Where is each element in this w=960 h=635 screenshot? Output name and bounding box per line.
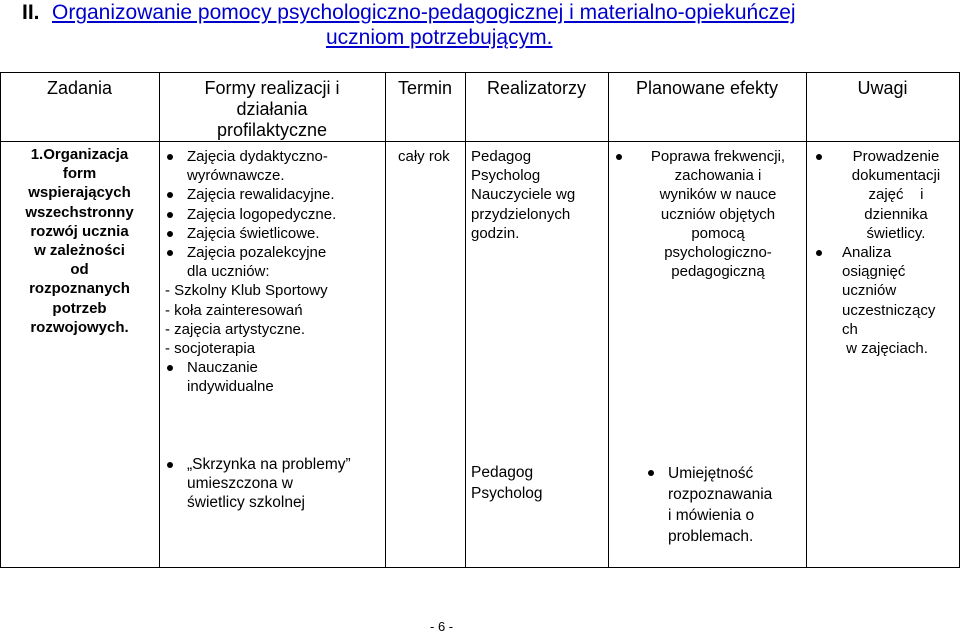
uwagi-line: dziennika bbox=[864, 205, 928, 223]
uwagi-line: Prowadzenie bbox=[852, 148, 940, 165]
realizatorzy-line: Pedagog bbox=[471, 148, 532, 165]
col-border-5 bbox=[806, 72, 807, 567]
zadania-line: rozwój ucznia bbox=[30, 222, 129, 240]
row1-efekty bbox=[614, 147, 804, 281]
formy-item-text: dla uczniów: bbox=[187, 263, 270, 281]
efekty-line: Umiejętność bbox=[668, 465, 754, 482]
header-formy-line: działania bbox=[236, 99, 308, 119]
formy-item-text: indywidualne bbox=[187, 378, 274, 396]
row2-formy bbox=[165, 455, 383, 513]
header-realizatorzy: Realizatorzy bbox=[486, 78, 587, 98]
formy-list-item bbox=[165, 358, 383, 396]
zadania-line: od bbox=[70, 261, 89, 279]
col-border-2 bbox=[385, 72, 386, 567]
efekty-line: psychologiczno- bbox=[664, 244, 772, 262]
uwagi-line: dokumentacji bbox=[851, 167, 941, 185]
zadania-line: wszechstronny bbox=[25, 203, 134, 221]
formy-item-text: wyrównawcze. bbox=[187, 167, 285, 185]
row2-efekty bbox=[646, 463, 804, 547]
formy-item-text: Nauczanie bbox=[187, 359, 258, 377]
col-border-1 bbox=[159, 72, 160, 567]
uwagi-list-item bbox=[814, 243, 958, 358]
header-termin: Termin bbox=[397, 78, 452, 98]
formy-list-item bbox=[165, 224, 383, 243]
efekty-line: rozpoznawania bbox=[668, 486, 773, 503]
efekty-line: wyników w nauce bbox=[659, 186, 777, 204]
zadania-line: potrzeb bbox=[52, 299, 107, 317]
uwagi-line: Analiza bbox=[842, 244, 892, 262]
formy-item-text: Zajęcia rewalidacyjne. bbox=[187, 186, 335, 204]
efekty-list-item bbox=[646, 463, 804, 547]
realizatorzy-line: Psycholog bbox=[471, 167, 541, 185]
header-formy-line: Formy realizacji i bbox=[204, 78, 340, 98]
page-number: - 6 - bbox=[430, 619, 454, 634]
realizatorzy-line: godzin. bbox=[471, 224, 520, 242]
efekty-list-item bbox=[614, 147, 804, 281]
formy-item-text: Zajęcia świetlicowe. bbox=[187, 224, 320, 242]
efekty-line: pedagogiczną bbox=[671, 263, 765, 281]
header-formy-line: profilaktyczne bbox=[216, 120, 328, 140]
uwagi-line: w zajęciach. bbox=[842, 340, 928, 358]
row1-uwagi bbox=[814, 147, 958, 358]
uwagi-line: świetlicy. bbox=[866, 224, 926, 242]
zadania-line: form bbox=[62, 165, 97, 183]
formy-plain-line: - zajęcia artystyczne. bbox=[165, 320, 306, 338]
zadania-line: w zależności bbox=[34, 242, 125, 260]
efekty-line: Poprawa frekwencji, bbox=[650, 148, 786, 165]
header-zadania: Zadania bbox=[46, 78, 113, 98]
realizatorzy-line: Pedagog bbox=[471, 464, 534, 481]
formy-item-text: Zajęcia dydaktyczno- bbox=[187, 148, 328, 165]
col-border-4 bbox=[608, 72, 609, 567]
table-top-border bbox=[0, 72, 960, 73]
efekty-line: problemach. bbox=[668, 528, 754, 545]
row2-realizatorzy bbox=[471, 462, 607, 504]
header-formy bbox=[159, 78, 385, 141]
formy-item-text: Zajęcia logopedyczne. bbox=[187, 205, 337, 223]
row1-termin: cały rok bbox=[398, 148, 450, 165]
row1-formy bbox=[165, 147, 383, 397]
uwagi-line: ch bbox=[842, 320, 858, 338]
formy-item-text: Zajęcia pozalekcyjne bbox=[187, 244, 327, 262]
section-title-line-2: uczniom potrzebującym. bbox=[326, 26, 553, 49]
efekty-line: i mówienia o bbox=[668, 507, 755, 524]
formy-plain-line: - socjoterapia bbox=[165, 340, 256, 358]
zadania-line: wspierających bbox=[28, 184, 131, 202]
uwagi-line: uczestniczący bbox=[842, 301, 936, 319]
table-bottom-border bbox=[0, 567, 960, 568]
formy-list-item bbox=[165, 455, 383, 513]
uwagi-line: zajęć i bbox=[868, 186, 924, 204]
formy-item-text: „Skrzynka na problemy” bbox=[187, 456, 351, 473]
uwagi-list-item bbox=[814, 147, 958, 243]
realizatorzy-line: Nauczyciele wg bbox=[471, 186, 576, 204]
efekty-line: zachowania i bbox=[674, 167, 762, 185]
zadania-line: 1.Organizacja bbox=[30, 146, 129, 163]
uwagi-line: osiągnięć bbox=[842, 263, 906, 281]
section-title-line-1: Organizowanie pomocy psychologiczno-pedagogicznej i materialno-opiekuńczej bbox=[52, 1, 796, 24]
formy-list-item bbox=[165, 147, 383, 185]
formy-list-item bbox=[165, 205, 383, 224]
row1-zadania bbox=[0, 145, 159, 337]
formy-plain-line: - Szkolny Klub Sportowy bbox=[165, 282, 328, 300]
formy-list-item bbox=[165, 185, 383, 204]
efekty-line: pomocą bbox=[691, 224, 745, 242]
zadania-line: rozpoznanych bbox=[29, 280, 130, 298]
header-efekty: Planowane efekty bbox=[635, 78, 779, 98]
formy-item-text: świetlicy szkolnej bbox=[187, 494, 306, 512]
realizatorzy-line: przydzielonych bbox=[471, 205, 571, 223]
header-divider bbox=[0, 141, 960, 142]
formy-plain-line: - koła zainteresowań bbox=[165, 301, 303, 319]
header-uwagi: Uwagi bbox=[857, 78, 908, 98]
realizatorzy-line: Psycholog bbox=[471, 485, 543, 502]
row1-realizatorzy bbox=[471, 147, 607, 243]
zadania-line: rozwojowych. bbox=[30, 318, 129, 336]
formy-item-text: umieszczona w bbox=[187, 475, 293, 493]
formy-list-item bbox=[165, 243, 383, 281]
efekty-line: uczniów objętych bbox=[660, 205, 776, 223]
uwagi-line: uczniów bbox=[842, 282, 897, 300]
section-number: II. bbox=[22, 1, 40, 24]
col-border-3 bbox=[465, 72, 466, 567]
